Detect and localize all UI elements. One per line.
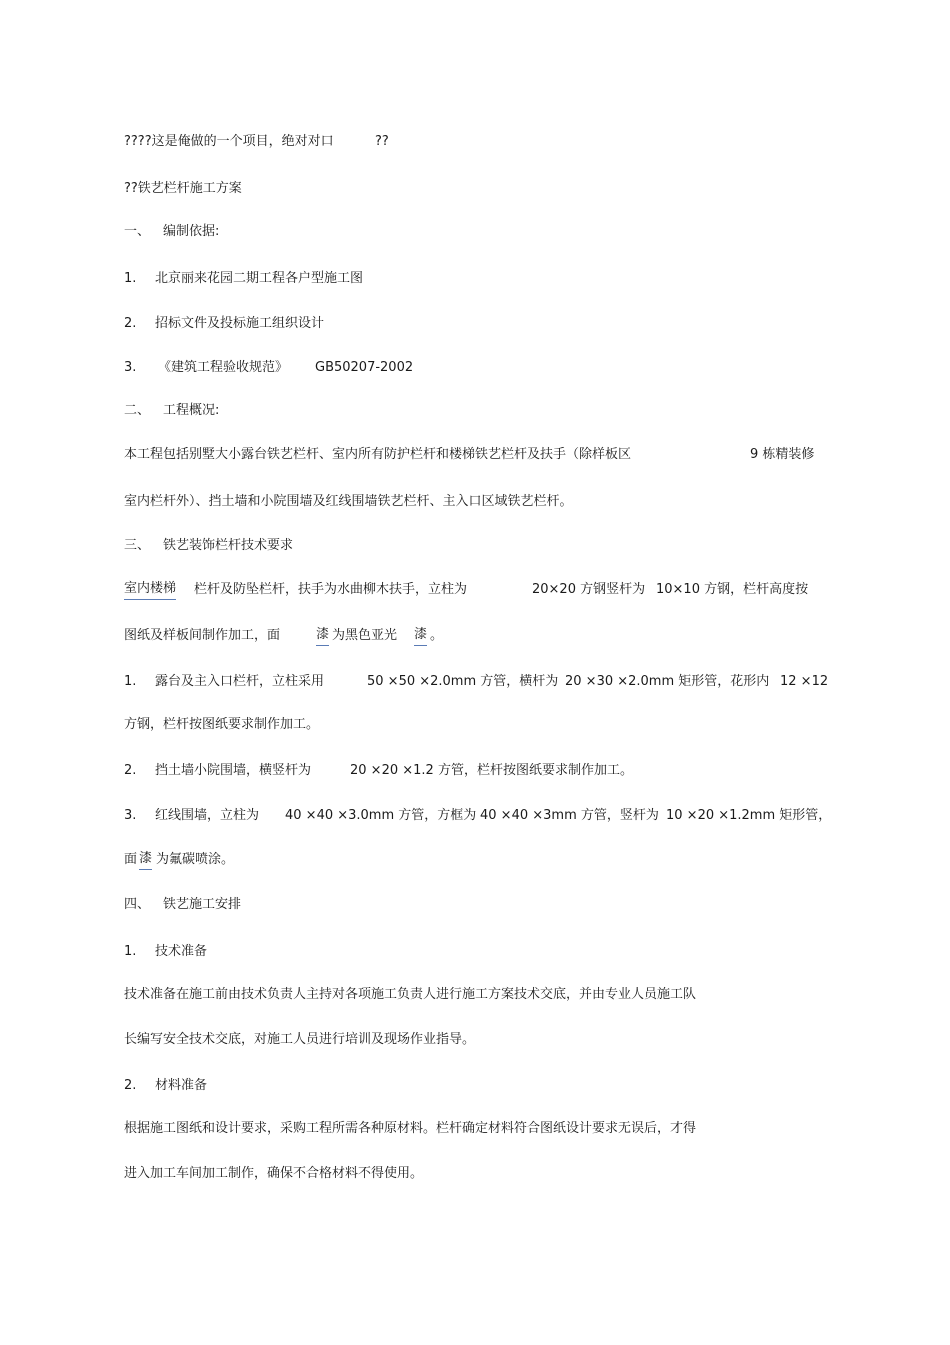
- underlined-term: 漆: [316, 626, 329, 646]
- underlined-term: 室内楼梯: [124, 580, 176, 600]
- list-text: 面: [124, 852, 138, 867]
- underlined-term: 漆: [139, 850, 152, 870]
- underlined-term: 漆: [414, 626, 427, 646]
- list-number: 2.: [124, 763, 137, 778]
- subsection-title: 材料准备: [155, 1078, 208, 1093]
- list-text: 40 ×40 ×3mm 方管，竖杆为: [480, 808, 659, 823]
- list-text: 10 ×20 ×1.2mm 矩形管，: [666, 808, 832, 823]
- paragraph-text: 本工程包括别墅大小露台铁艺栏杆、室内所有防护栏杆和楼梯铁艺栏杆及扶手（除样板区: [124, 447, 632, 462]
- list-number: 1.: [124, 944, 137, 959]
- list-text: 12 ×12: [780, 674, 829, 689]
- list-number: 1.: [124, 674, 137, 689]
- list-number: 3.: [124, 360, 137, 375]
- standard-code: GB50207-2002: [315, 360, 414, 375]
- section-title: 工程概况:: [163, 403, 220, 418]
- paragraph-text: 。: [430, 628, 444, 643]
- list-text: 方钢，栏杆按图纸要求制作加工。: [124, 717, 320, 732]
- subsection-title: 技术准备: [155, 944, 208, 959]
- intro-note-marks: ??: [375, 134, 389, 149]
- list-text: 红线围墙，立柱为: [155, 808, 260, 823]
- list-text: 50 ×50 ×2.0mm 方管，横杆为: [367, 674, 559, 689]
- list-text: 招标文件及投标施工组织设计: [155, 316, 325, 331]
- paragraph-text: 9 栋精装修: [750, 447, 815, 462]
- list-text: 20 ×30 ×2.0mm 矩形管，花形内: [565, 674, 770, 689]
- section-number: 四、: [124, 897, 151, 912]
- list-text: 挡土墙小院围墙，横竖杆为: [155, 763, 312, 778]
- list-text: 露台及主入口栏杆，立柱采用: [155, 674, 325, 689]
- list-text: 40 ×40 ×3.0mm 方管，方框为: [285, 808, 477, 823]
- paragraph-text: 为黑色亚光: [332, 628, 398, 643]
- section-number: 二、: [124, 403, 151, 418]
- paragraph-text: 长编写安全技术交底，对施工人员进行培训及现场作业指导。: [124, 1032, 476, 1047]
- paragraph-text: 栏杆及防坠栏杆，扶手为水曲柳木扶手，立柱为: [194, 582, 468, 597]
- list-number: 1.: [124, 271, 137, 286]
- list-number: 3.: [124, 808, 137, 823]
- section-title: 编制依据:: [163, 224, 220, 239]
- paragraph-text: 20×20 方钢竖杆为: [532, 582, 646, 597]
- section-title: 铁艺装饰栏杆技术要求: [163, 538, 294, 553]
- section-number: 一、: [124, 224, 151, 239]
- paragraph-text: 技术准备在施工前由技术负责人主持对各项施工负责人进行施工方案技术交底，并由专业人员施工队: [124, 987, 697, 1002]
- paragraph-text: 10×10 方钢，栏杆高度按: [656, 582, 809, 597]
- paragraph-text: 室内栏杆外）、挡土墙和小院围墙及红线围墙铁艺栏杆、主入口区域铁艺栏杆。: [124, 494, 573, 509]
- list-text: 为氟碳喷涂。: [156, 852, 235, 867]
- intro-note-text: ????这是俺做的一个项目，绝对对口: [124, 134, 334, 149]
- section-title: 铁艺施工安排: [163, 897, 242, 912]
- paragraph-text: 图纸及样板间制作加工，面: [124, 628, 281, 643]
- section-number: 三、: [124, 538, 151, 553]
- list-text: 《建筑工程验收规范》: [158, 360, 289, 375]
- paragraph-text: 根据施工图纸和设计要求，采购工程所需各种原材料。栏杆确定材料符合图纸设计要求无误后，才得: [124, 1121, 697, 1136]
- document-title-text: ??铁艺栏杆施工方案: [124, 181, 242, 196]
- list-number: 2.: [124, 1078, 137, 1093]
- list-text: 20 ×20 ×1.2 方管，栏杆按图纸要求制作加工。: [350, 763, 633, 778]
- list-text: 北京丽来花园二期工程各户型施工图: [155, 271, 364, 286]
- paragraph-text: 进入加工车间加工制作，确保不合格材料不得使用。: [124, 1166, 424, 1181]
- list-number: 2.: [124, 316, 137, 331]
